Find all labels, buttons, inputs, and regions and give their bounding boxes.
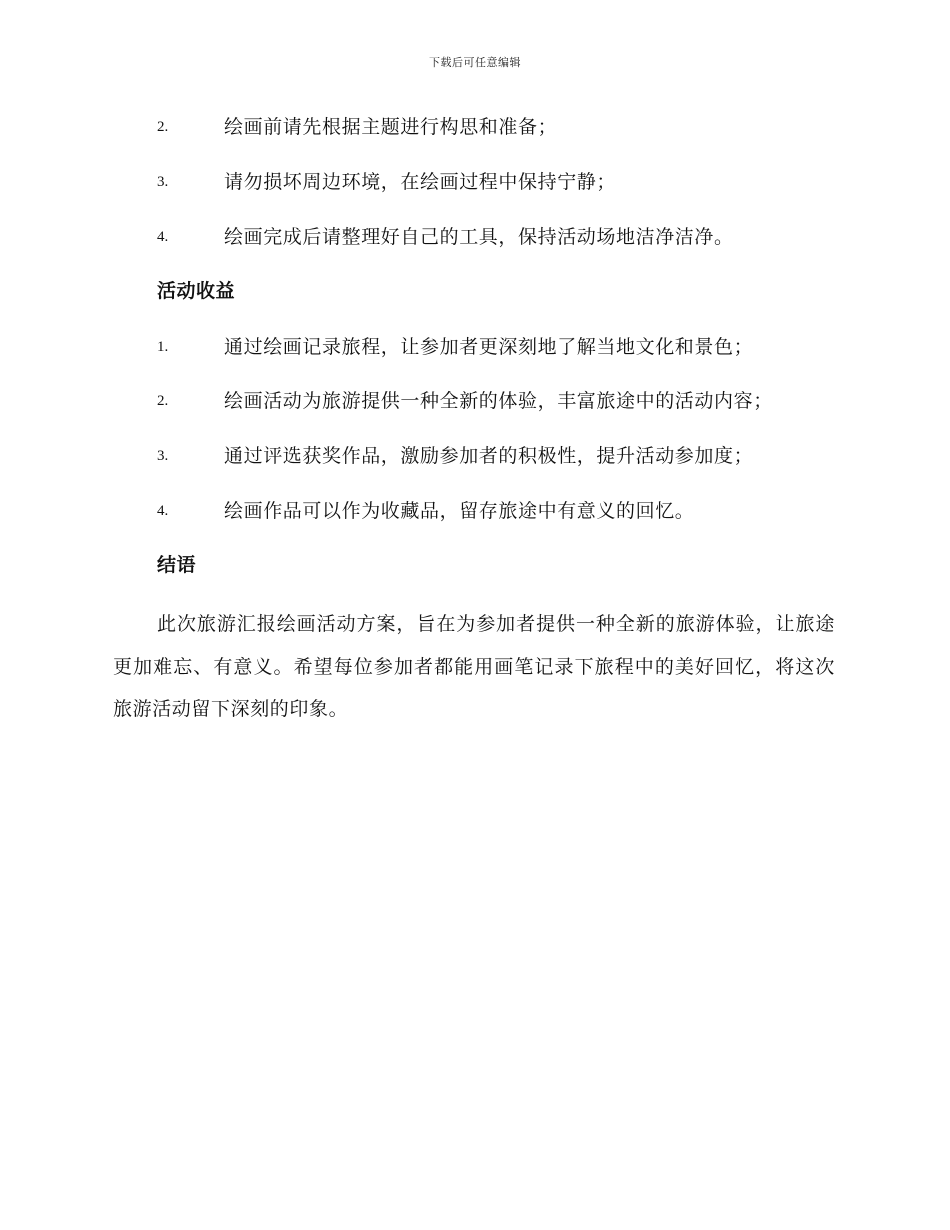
list-text: 通过绘画记录旅程，让参加者更深刻地了解当地文化和景色； (224, 336, 754, 358)
list-number: 3. (157, 174, 169, 190)
conclusion-paragraph: 此次旅游汇报绘画活动方案，旨在为参加者提供一种全新的旅游体验，让旅途更加难忘、有意义。希望每位参加者都能用画笔记录下旅程中的美好回忆，将这次旅游活动留下深刻的印象。 (113, 613, 835, 720)
page-header-note: 下载后可任意编辑 (429, 56, 521, 69)
list-number: 3. (157, 448, 169, 464)
list-number: 2. (157, 393, 169, 409)
list-text: 通过评选获奖作品，激励参加者的积极性，提升活动参加度； (224, 445, 754, 467)
list-text: 请勿损坏周边环境，在绘画过程中保持宁静； (224, 171, 617, 193)
list-text: 绘画完成后请整理好自己的工具，保持活动场地洁净洁净。 (224, 226, 734, 248)
list-text: 绘画活动为旅游提供一种全新的体验，丰富旅途中的活动内容； (224, 390, 773, 412)
list-text: 绘画前请先根据主题进行构思和准备； (224, 116, 558, 138)
list-text: 绘画作品可以作为收藏品，留存旅途中有意义的回忆。 (224, 500, 695, 522)
benefits-heading: 活动收益 (157, 280, 236, 302)
conclusion-heading: 结语 (157, 554, 197, 576)
list-number: 2. (157, 119, 169, 135)
list-number: 4. (157, 503, 169, 519)
list-number: 4. (157, 229, 169, 245)
list-number: 1. (157, 339, 169, 355)
